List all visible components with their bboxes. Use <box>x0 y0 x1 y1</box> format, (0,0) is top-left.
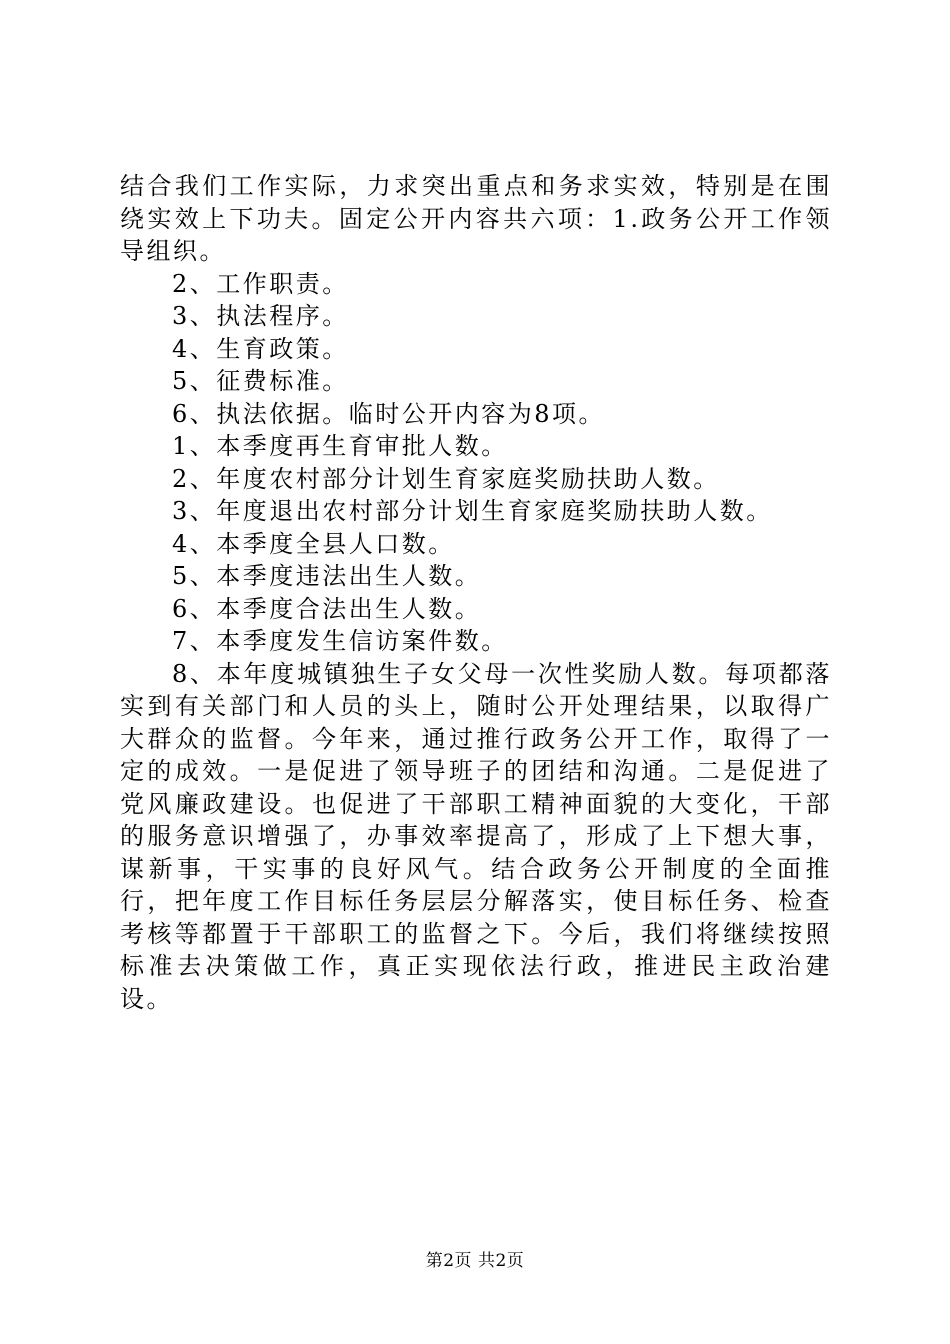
paragraph-temp-item-4: 4、本季度全县人口数。 <box>172 529 455 558</box>
page-number-footer: 第2页 共2页 <box>425 1251 525 1271</box>
document-body <box>120 170 832 1015</box>
paragraph-item-6: 6、执法依据。临时公开内容为8项。 <box>172 399 606 428</box>
paragraph-temp-item-3: 3、年度退出农村部分计划生育家庭奖励扶助人数。 <box>172 497 773 525</box>
paragraph-temp-item-7: 7、本季度发生信访案件数。 <box>172 627 508 655</box>
paragraph-item-2: 2、工作职责。 <box>172 269 349 298</box>
paragraph-item-3: 3、执法程序。 <box>172 302 349 330</box>
paragraph-temp-item-2: 2、年度农村部分计划生育家庭奖励扶助人数。 <box>172 464 720 493</box>
paragraph-temp-item-1: 1、本季度再生育审批人数。 <box>172 432 508 460</box>
paragraph-item-5: 5、征费标准。 <box>172 367 349 395</box>
paragraph-item-4: 4、生育政策。 <box>172 334 349 363</box>
paragraph-temp-item-5: 5、本季度违法出生人数。 <box>172 562 482 590</box>
paragraph-temp-item-8: 8、本年度城镇独生子女父母一次性奖励人数。每项都落实到有关部门和人员的头上，随时公开处理结果，以取得广大群众的监督。今年来，通过推行政务公开工作，取得了一定的成效。一是促进了领导班子的团结和沟通。二是促进了党风廉政建设。也促进了干部职工精神面貌的大变化，干部的服务意识增强了，办事效率提高了，形成了上下想大事，谋新事，干实事的良好风气。结合政务公开制度的全面推行，把年度工作目标任务层层分解落实，使目标任务、检查考核等都置于干部职工的监督之下。今后，我们将继续按照标准去决策做工作，真正实现依法行政，推进民主政治建设。 <box>120 659 832 1013</box>
paragraph-intro: 结合我们工作实际，力求突出重点和务求实效，特别是在围绕实效上下功夫。固定公开内容共六项：1.政务公开工作领导组织。 <box>120 172 832 265</box>
paragraph-temp-item-6: 6、本季度合法出生人数。 <box>172 594 482 623</box>
